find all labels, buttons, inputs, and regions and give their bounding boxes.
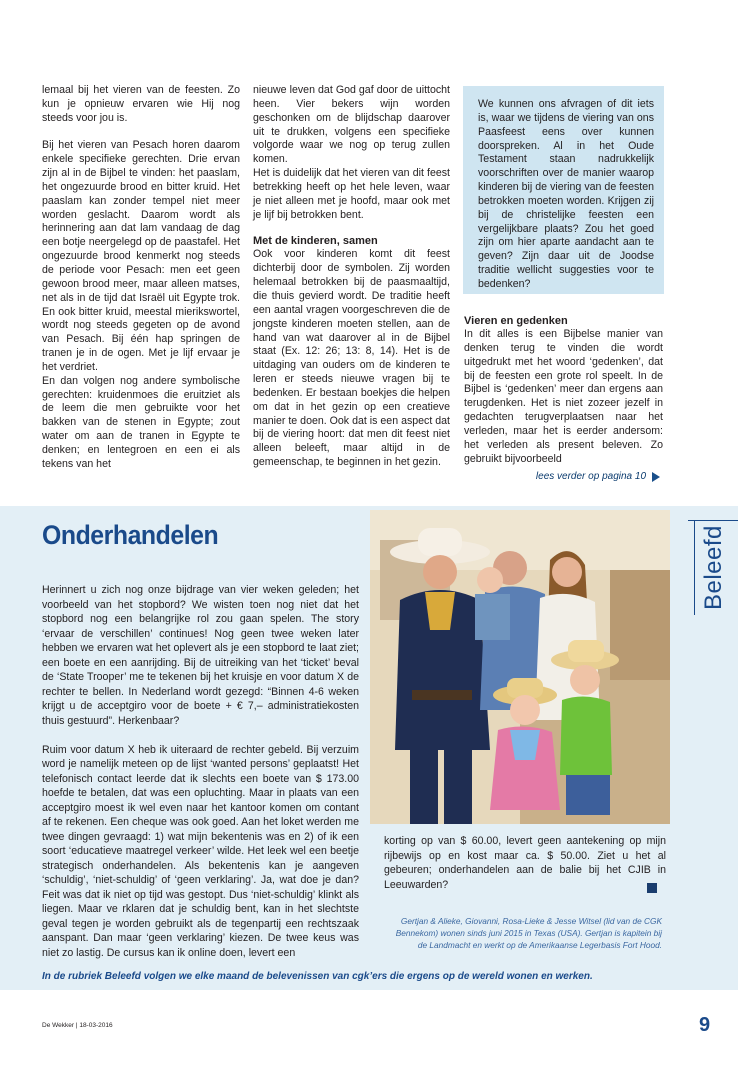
paragraph: Ook voor kinderen komt dit feest dichterbij door de symbolen. Zij worden helemaal betrokken bij de paasmaaltijd, die thuis gevierd wordt. De traditie heeft een aantal vragen voorgeschreven die de jongste kinderen moeten stellen, aan de hand van wat daarover al in de Bijbel staat (Ex. 12: 26; 13: 8, 14). Het is de uitdaging van ouders om de kinderen te leren er steeds nieuwe vragen bij te bedenken. Er bestaan boekjes die helpen om dat in het gezin op een creatieve manier te doen. Ook dat is een aspect dat bij de viering hoort: dat men dit feest niet alleen beleeft, maar altijd in de gemeenschap, te beginnen in het gezin. <box>253 248 450 469</box>
paragraph: korting op van $ 60.00, levert geen aantekening op mijn rijbewijs op en kost maar ca. $ 50.00. Ziet u het al gebeuren; onderhandelen aan de balie bij het CJIB in Leeuwarden? <box>384 835 666 891</box>
continue-label: lees verder op pagina 10 <box>535 471 646 482</box>
paragraph: Bij het vieren van Pesach horen daarom enkele specifieke gerechten. Drie ervan zijn al in de Bijbel te vinden: het paaslam, het ongezuurde brood en bitter kruid. Het paaslam kan zonder tempel niet meer worden geslacht. Daarom wordt als herinnering aan dat lam vandaag de dag een botje neergelegd op de paastafel. Het ongezuurde brood kenmerkt nog steeds de periode voor Pesach: men eet geen gewoon brood meer, maar alleen matses, net als in de tijd dat Israël uit Egypte trok. En ook bitter kruid, meestal mierikswortel, wordt nog steeds gegeten op de avond van Pesach. Bij één hap springen de tranen je in de ogen. Met je lijf ervaar je het verdriet. <box>42 139 240 373</box>
column-text-right <box>384 834 666 892</box>
family-photo <box>370 510 670 824</box>
rubric-note: In de rubriek Beleefd volgen we elke maand de belevenissen van cgk’ers die ergens op de wereld wonen en werken. <box>42 971 593 982</box>
paragraph: nieuwe leven dat God gaf door de uittocht heen. Vier bekers wijn worden geschonken om de blijdschap daarover uit te drukken, volgens een specifieke volgorde waar we nog op terug zullen komen. <box>253 84 450 166</box>
end-mark-icon <box>647 883 657 893</box>
page-number: 9 <box>699 1014 711 1036</box>
subheading-vieren: Vieren en gedenken <box>464 315 568 327</box>
tab-rule-vertical <box>694 520 695 615</box>
paragraph: Herinnert u zich nog onze bijdrage van vier weken geleden; het voorbeeld van het stopbord? We wisten toen nog niet dat het stopbord nog een belangrijke rol zou gaan spelen. The story ‘ervaar de verschillen’ continues! Nog geen twee weken later hebben we ervaren wat het oplevert als je een stopbord te laat ziet; een boete en een aanrijding. Bij de uitreiking van het ‘ticket’ beval de ‘State Trooper’ me te tekenen bij het kruisje en voor datum X de rechter te bellen. In Nederland wordt gezegd: “Binnen 4-6 weken krijgt u de acceptgiro voor de boete + € 7,– administratiekosten thuis gestuurd”. Herkenbaar? <box>42 584 359 727</box>
subheading-kinderen: Met de kinderen, samen <box>253 235 378 248</box>
publication-info: De Wekker | 18-03-2016 <box>42 1022 113 1029</box>
photo-illustration <box>370 510 670 824</box>
paragraph: En dan volgen nog andere symbolische gerechten: kruidenmoes die eruitziet als de leem die men gebruikte voor het bakken van de stenen in Egypte; zout water om aan de tranen in Egypte te denken; en lentegroen en een ei als tekens van het <box>42 374 240 470</box>
tab-rule <box>688 520 738 521</box>
column-text-left <box>42 583 359 960</box>
article-column-3 <box>464 314 663 466</box>
article-column-2 <box>253 84 450 470</box>
highlight-box-text: We kunnen ons afvragen of dit iets is, waar we tijdens de viering van ons Paasfeest eens over kunnen doorspreken. Al in het Oude Testament staan nadrukkelijk voorschriften over de manier waarop kinderen bij de viering van de feesten betrokken moeten worden. Krijgen zij bij de christelijke feesten een vergelijkbare plaats? Zou het goed zijn om hier aparte aandacht aan te geven? Zijn daar uit de Joodse traditie wellicht suggesties voor te bedenken? <box>478 98 654 290</box>
arrow-right-icon <box>652 472 660 482</box>
paragraph: lemaal bij het vieren van de feesten. Zo kun je opnieuw ervaren wie Hij nog steeds voor jou is. <box>42 84 240 124</box>
paragraph: Het is duidelijk dat het vieren van dit feest betrekking heeft op het hele leven, waar je niet alleen met je hoofd, maar ook met je lijf bij betrokken bent. <box>253 167 450 221</box>
paragraph: In dit alles is een Bijbelse manier van denken terug te vinden die wordt uitgedrukt met het woord ‘gedenken’, dat bij de feesten een grote rol speelt. In de Bijbel is ‘gedenken’ meer dan ergens aan terugdenken. Het is niet zozeer jezelf in gedachten terugverplaatsen naar het verleden, maar het is eerder andersom: het verleden als present beleven. Zo gebruikt bijvoorbeeld <box>464 328 663 465</box>
tab-label: Beleefd <box>700 525 727 610</box>
highlight-box <box>463 86 664 294</box>
paragraph: Ruim voor datum X heb ik uiteraard de rechter gebeld. Bij verzuim word je namelijk meteen op de lijst ‘wanted persons’ geplaatst! Het telefonisch contact leerde dat ik slechts een boete van $ 173.00 hoefde te betalen, dat was een opluchting. Maar in plaats van een acceptgiro moest ik wel even naar het kantoor komen om contant af te rekenen. Een cheque was ook goed. Aan het loket werden me twee dingen gevraagd: 1) wat mijn bekentenis was en 2) of ik een soort ‘educatieve maatregel verkeer’ wilde. Het leek wel een beetje strategisch onderhandelen. Als bekentenis kan je aangeven ‘schuldig’, ‘niet-schuldig’ of ‘geen verklaring’. Ja, wat doe je dan? Feit was dat ik niet op tijd was gestopt. Dus ‘niet-schuldig’ klinkt als liegen. Maar ve rklaren dat je schuldig bent, kan in het slechtste geval tegen je worden gebruikt als de tegenpartij een rechtszaak aanspant. Dan maar ‘geen verklaring’ kiezen. De twee keus was niet zo lastig. De cursus kan ik online doen, levert een <box>42 743 359 959</box>
section-tab <box>688 520 738 615</box>
photo-caption: Gertjan & Alieke, Giovanni, Rosa-Lieke & Jesse Witsel (lid van de CGK Bennekom) wonen sinds juni 2015 in Texas (USA). Gertjan is kapitein bij de Landmacht en werkt op de Amerikaanse Legerbasis Fort Hood. <box>395 916 662 951</box>
section-title: Onderhandelen <box>42 520 219 550</box>
article-column-1 <box>42 84 240 472</box>
continue-link[interactable] <box>536 471 660 482</box>
